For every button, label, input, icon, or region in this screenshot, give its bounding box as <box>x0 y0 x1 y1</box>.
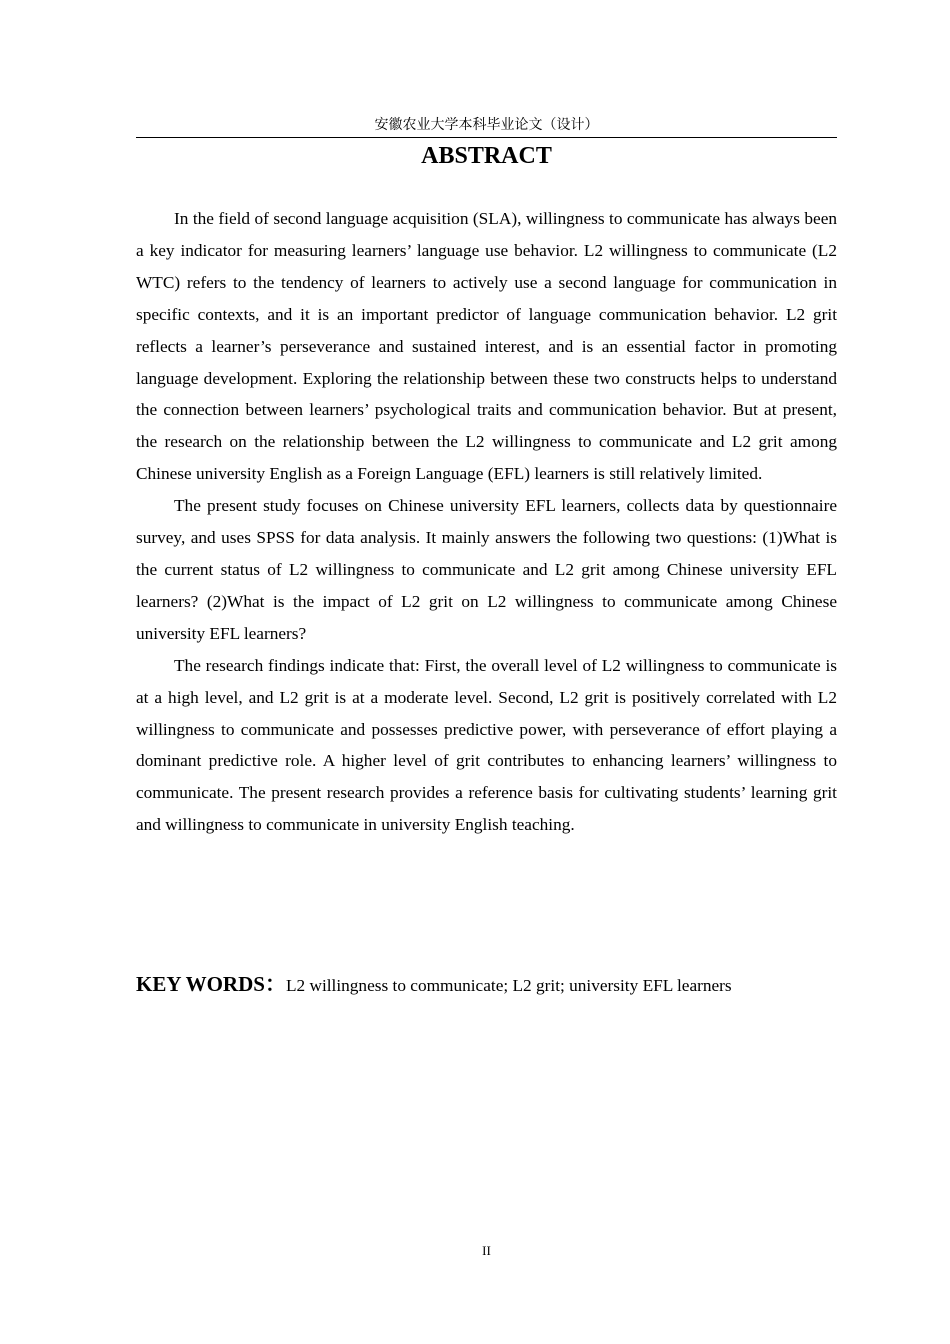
abstract-paragraph-2: The present study focuses on Chinese university EFL learners, collects data by questionnaire survey, and uses SPSS for data analysis. It mainly answers the following two questions: (1)What is the current status of L2 willingness to communicate and L2 grit among Chinese university EFL learners? (2)What is the impact of L2 grit on L2 willingness to communicate among Chinese university EFL learners? <box>136 496 837 643</box>
keywords-text: L2 willingness to communicate; L2 grit; university EFL learners <box>285 976 732 995</box>
abstract-body <box>136 203 837 841</box>
page-number: II <box>482 1243 491 1258</box>
keywords-line <box>136 968 837 1003</box>
running-header: 安徽农业大学本科毕业论文（设计） <box>374 117 599 133</box>
keywords-label: KEY WORDS： <box>136 972 286 996</box>
abstract-paragraph-1: In the field of second language acquisition (SLA), willingness to communicate has always been a key indicator for measuring learners’ language use behavior. L2 willingness to communicate (L2 WTC) refers to the tendency of learners to actively use a second language for communication in specific contexts, and it is an important predictor of language communication behavior. L2 grit reflects a learner’s perseverance and sustained interest, and is an essential factor in promoting language development. Exploring the relationship between these two constructs helps to understand the connection between learners’ psychological traits and communication behavior. But at present, the research on the relationship between the L2 willingness to communicate and L2 grit among Chinese university English as a Foreign Language (EFL) learners is still relatively limited. <box>136 209 837 484</box>
header-rule <box>136 137 837 138</box>
abstract-title: ABSTRACT <box>421 143 552 169</box>
abstract-paragraph-3: The research findings indicate that: First, the overall level of L2 willingness to communicate is at a high level, and L2 grit is at a moderate level. Second, L2 grit is positively correlated with L2 willingness to communicate and possesses predictive power, with perseverance of effort playing a dominant predictive role. A higher level of grit contributes to enhancing learners’ willingness to communicate. The present research provides a reference basis for cultivating students’ learning grit and willingness to communicate in university English teaching. <box>136 655 837 835</box>
